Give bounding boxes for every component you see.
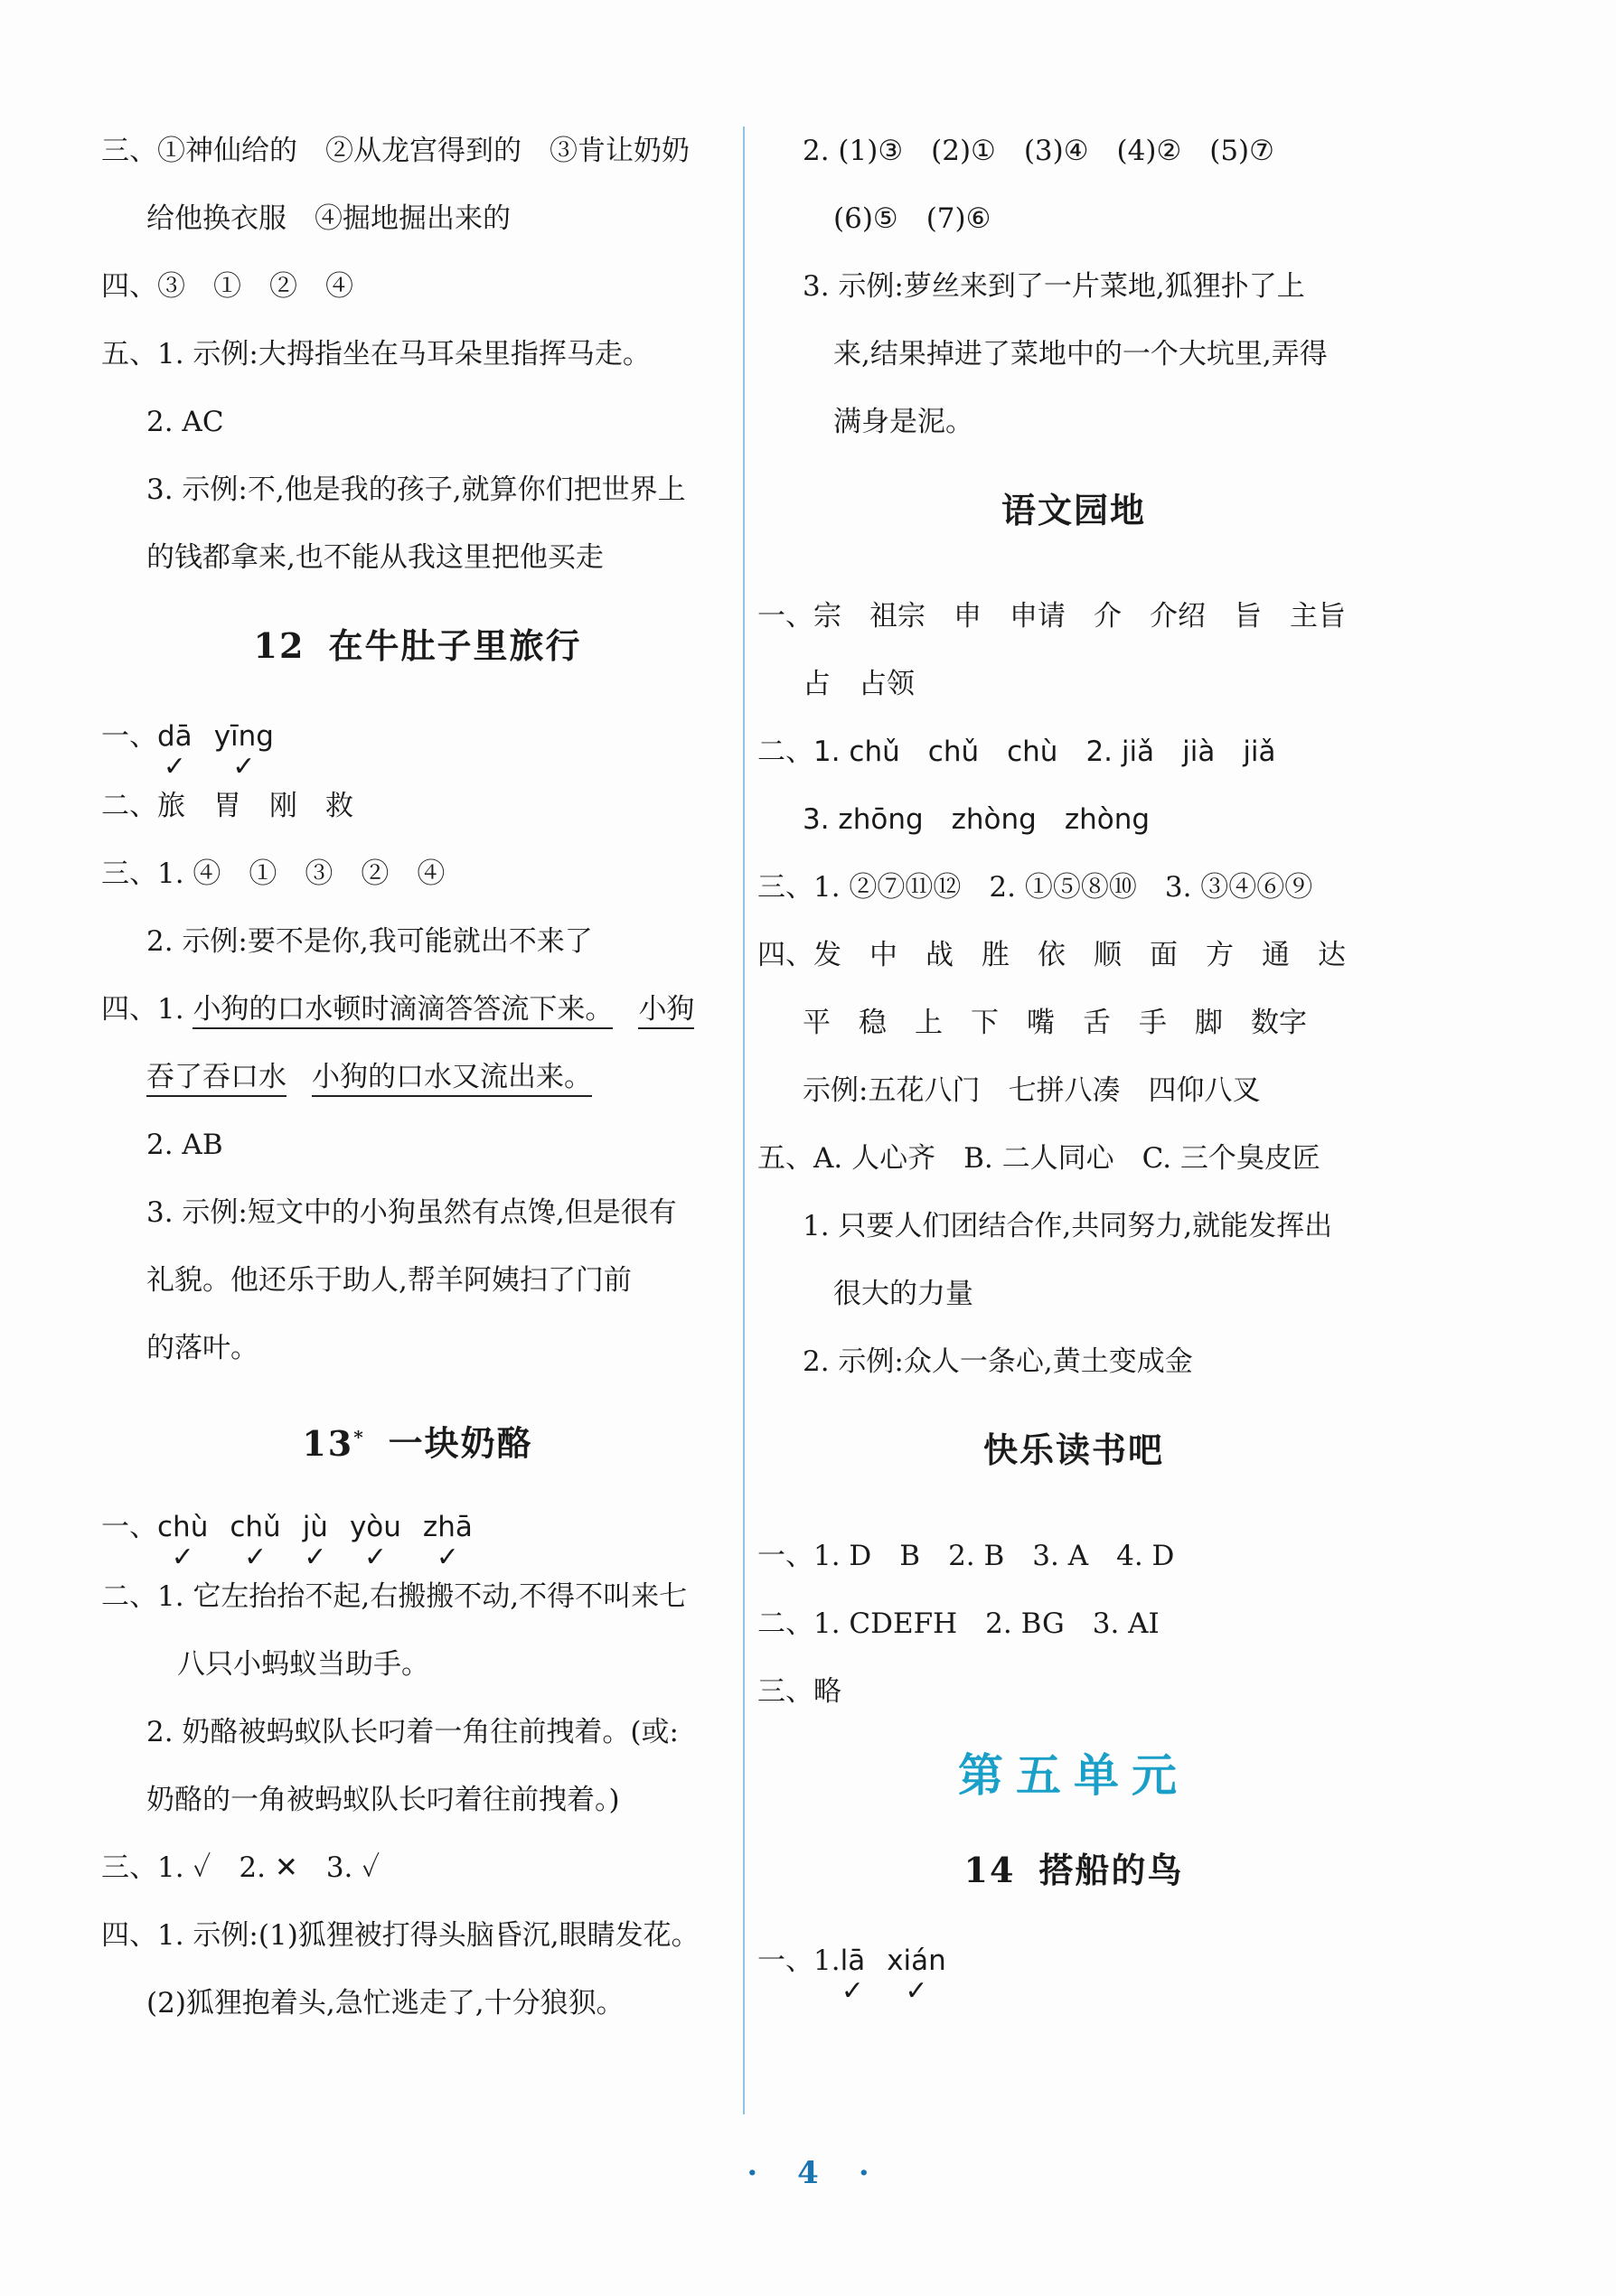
item-prefix: 四、1. [101,993,184,1026]
answer-line: 2. 示例:众人一条心,黄土变成金 [803,1345,1193,1378]
lesson-heading-14 [757,1825,1390,1916]
answer-line [101,976,734,1044]
pinyin-tick-row [101,1509,734,1573]
lesson-number: 14 [963,1850,1016,1890]
underlined-answer: 小狗的口水顿时滴滴答答流下来。 [193,993,613,1029]
section-heading-yuwen-yuandi: 语文园地 [1001,491,1146,530]
lesson-number: 12 [253,625,305,666]
section-heading-kuaile-dushuba: 快乐读书吧 [982,1430,1164,1470]
answer-line [101,1044,734,1111]
item-prefix: 一、 [101,720,157,753]
answer-line: 给他换衣服 ④掘地掘出来的 [146,202,511,235]
answer-line: 1. 只要人们团结合作,共同努力,就能发挥出 [803,1210,1333,1242]
pinyin-tick-row [757,1943,1390,2007]
answer-line: 三、1. ✓ 2. ✕ 3. ✓ [101,1851,381,1884]
answer-line: 四、发 中 战 胜 依 顺 面 方 通 达 [757,939,1346,971]
answer-line: 2. AB [146,1129,223,1161]
answer-line: 的钱都拿来,也不能从我这里把他买走 [146,541,604,574]
pinyin-word: yīng ✓ [214,718,274,754]
answer-line: 三、略 [757,1675,841,1708]
answer-line: 满身是泥。 [833,406,973,438]
lesson-title: 在牛肚子里旅行 [328,626,582,666]
lesson-title: 搭船的鸟 [1038,1851,1184,1890]
pinyin-word: zhā ✓ [423,1509,473,1545]
pinyin-word: dā ✓ [157,718,193,754]
underlined-answer: 小狗 [638,993,694,1029]
answer-line: 二、1. chǔ chǔ chù 2. jiǎ jià jiǎ [757,736,1276,768]
answer-line: 五、1. 示例:大拇指坐在马耳朵里指挥马走。 [101,338,651,370]
left-column [101,117,734,2038]
underlined-answer: 小狗的口水又流出来。 [312,1061,592,1097]
answer-line: 的落叶。 [146,1332,258,1364]
answer-line: 2. (1)③ (2)① (3)④ (4)② (5)⑦ [803,135,1274,167]
answer-line: 2. 示例:要不是你,我可能就出不来了 [146,925,593,958]
pinyin-tick-row [101,718,734,783]
tick-mark: ✓ [243,1542,268,1573]
answer-line: 奶酪的一角被蚂蚁队长叼着往前拽着。) [146,1784,620,1816]
tick-mark: ✓ [171,1542,194,1573]
answer-line: 三、1. ④ ① ③ ② ④ [101,857,446,890]
lesson-number: 13* [302,1422,365,1464]
answer-line: 四、③ ① ② ④ [101,270,353,303]
answer-line: 3. 示例:不,他是我的孩子,就算你们把世界上 [146,473,686,506]
answer-line: 平 稳 上 下 嘴 舌 手 脚 数字 [803,1007,1307,1039]
tick-mark: ✓ [841,1975,864,2007]
answer-line: (2)狐狸抱着头,急忙逃走了,十分狼狈。 [146,1987,625,2020]
answer-line: 一、宗 祖宗 申 申请 介 介绍 旨 主旨 [757,600,1346,633]
answer-line: 三、①神仙给的 ②从龙宫得到的 ③肯让奶奶 [101,135,690,167]
pinyin-word: xián ✓ [887,1943,946,1979]
pinyin-tick-group [840,1945,968,2007]
answer-line: 3. 示例:短文中的小狗虽然有点馋,但是很有 [146,1196,677,1229]
answer-line: 二、旅 胃 刚 救 [101,790,353,822]
pinyin-word: chǔ ✓ [230,1509,280,1545]
tick-mark: ✓ [163,751,186,783]
unit-title: 第五单元 [958,1748,1189,1802]
right-column [757,117,1390,2007]
answer-line: 示例:五花八门 七拼八凑 四仰八叉 [803,1074,1261,1107]
tick-mark: ✓ [905,1975,928,2007]
answer-line: 四、1. 示例:(1)狐狸被打得头脑昏沉,眼睛发花。 [101,1919,700,1952]
answer-line: 来,结果掉进了菜地中的一个大坑里,弄得 [833,338,1328,370]
answer-line: 二、1. 它左抬抬不起,右搬搬不动,不得不叫来七 [101,1580,688,1613]
answer-line: 3. 示例:萝丝来到了一片菜地,狐狸扑了上 [803,270,1305,303]
answer-line: 2. AC [146,406,224,438]
item-prefix: 一、1. [757,1945,841,1977]
answer-line: 2. 奶酪被蚂蚁队长叼着一角往前拽着。(或: [146,1716,679,1748]
answer-line: 礼貌。他还乐于助人,帮羊阿姨扫了门前 [146,1264,632,1297]
answer-line: 一、1. D B 2. B 3. A 4. D [757,1540,1175,1572]
tick-mark: ✓ [304,1542,327,1573]
pinyin-word: jù ✓ [303,1509,328,1545]
answer-line: 五、A. 人心齐 B. 二人同心 C. 三个臭皮匠 [757,1142,1320,1175]
lesson-title: 一块奶酪 [388,1423,533,1464]
answer-line: (6)⑤ (7)⑥ [833,202,991,235]
tick-mark: ✓ [363,1542,388,1573]
pinyin-word: yòu ✓ [350,1509,401,1545]
footer-dot: · [747,2155,758,2191]
answer-line: 二、1. CDEFH 2. BG 3. AI [757,1607,1160,1640]
lesson-heading-12 [101,601,734,691]
underlined-answer: 吞了吞口水 [146,1061,287,1097]
tick-mark: ✓ [436,1542,459,1573]
footer-dot: · [858,2155,869,2191]
answer-line: 3. zhōng zhòng zhòng [803,803,1151,836]
page-footer [0,2155,1616,2191]
pinyin-tick-group [157,1511,494,1573]
pinyin-tick-group [157,720,296,783]
lesson-heading-13 [101,1392,734,1482]
optional-star: * [353,1426,365,1448]
answer-line: 三、1. ②⑦⑪⑫ 2. ①⑤⑧⑩ 3. ③④⑥⑨ [757,871,1313,904]
pinyin-word: chù ✓ [157,1509,208,1545]
column-divider [743,127,745,2114]
answer-line: 很大的力量 [833,1278,973,1310]
answer-line: 八只小蚂蚁当助手。 [177,1648,429,1681]
page-number: 4 [797,2155,819,2191]
answer-line: 占 占领 [803,668,915,700]
tick-mark: ✓ [232,751,256,783]
pinyin-word: lā ✓ [841,1943,866,1979]
item-prefix: 一、 [101,1511,157,1543]
